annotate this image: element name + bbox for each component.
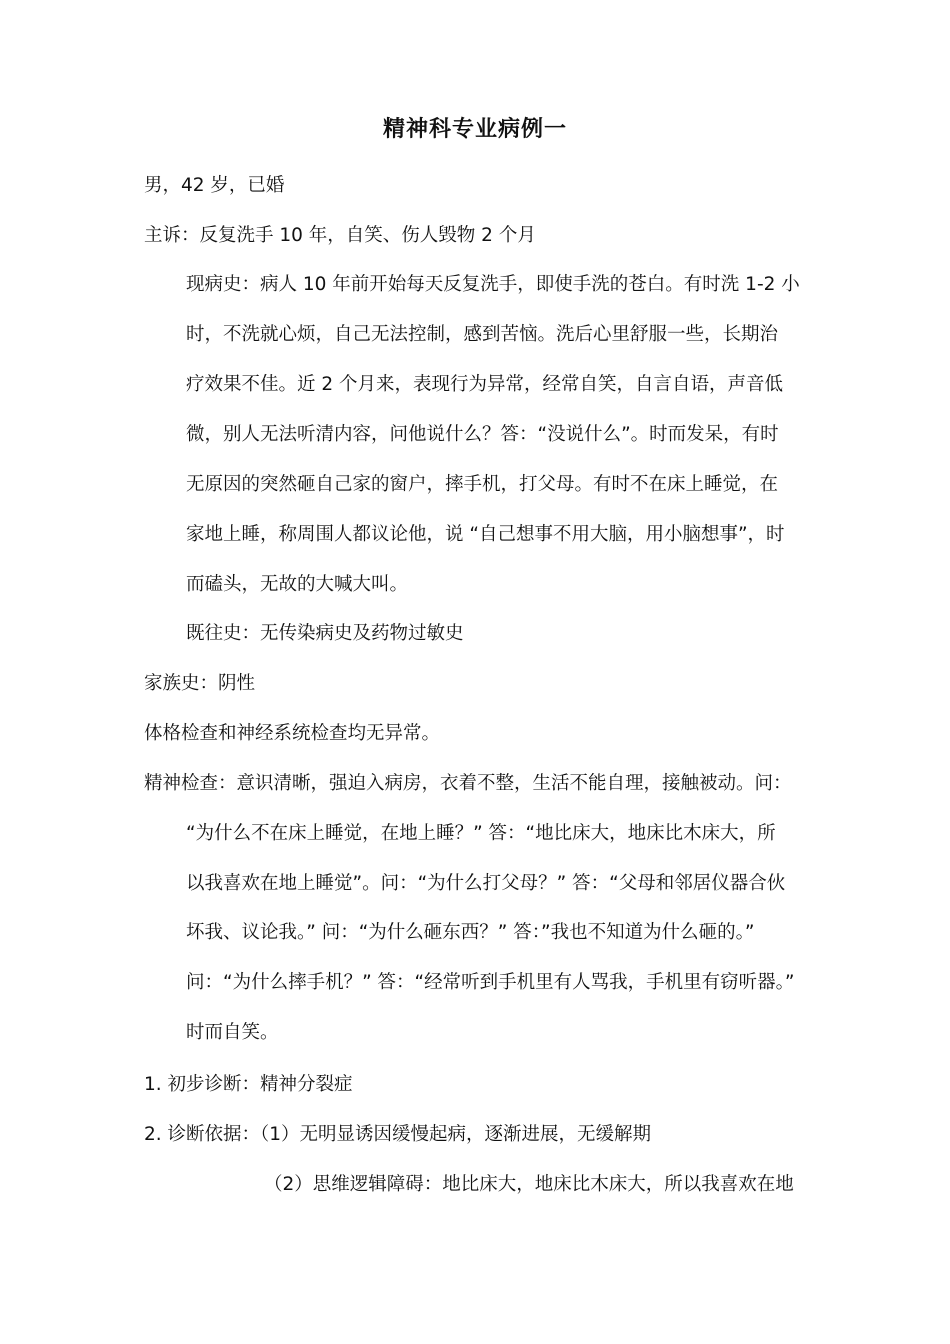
patient-info: 男，42 岁，已婚 bbox=[144, 175, 285, 196]
mental-exam-line: 坏我、议论我。” 问：“为什么砸东西？” 答：”我也不知道为什么砸的。” bbox=[186, 922, 755, 943]
mental-exam-line: 时而自笑。 bbox=[186, 1022, 279, 1043]
mental-exam-line: “为什么不在床上睡觉，在地上睡？” 答：“地比床大，地床比木床大，所 bbox=[186, 823, 776, 844]
present-history-line: 家地上睡，称周围人都议论他，说 “自己想事不用大脑，用小脑想事”，时 bbox=[186, 524, 785, 545]
present-history-line: 而磕头，无故的大喊大叫。 bbox=[186, 574, 409, 595]
mental-exam-line: 问：“为什么摔手机？” 答：“经常听到手机里有人骂我，手机里有窃听器。” bbox=[186, 972, 795, 993]
present-history-line: 时，不洗就心烦，自己无法控制，感到苦恼。洗后心里舒服一些，长期治 bbox=[186, 324, 779, 345]
present-history-line: 无原因的突然砸自己家的窗户，摔手机，打父母。有时不在床上睡觉，在 bbox=[186, 474, 779, 495]
present-history-line: 微，别人无法听清内容，问他说什么？答：“没说什么”。时而发呆，有时 bbox=[186, 424, 779, 445]
present-history-line: 现病史：病人 10 年前开始每天反复洗手，即使手洗的苍白。有时洗 1-2 小 bbox=[186, 274, 800, 295]
mental-exam-line: 以我喜欢在地上睡觉”。问：“为什么打父母？” 答：“父母和邻居仪器合伙 bbox=[186, 873, 786, 894]
present-history-line: 疗效果不佳。近 2 个月来，表现行为异常，经常自笑，自言自语，声音低 bbox=[186, 374, 784, 395]
diagnosis-basis-line: 2. 诊断依据：（1）无明显诱因缓慢起病，逐渐进展，无缓解期 bbox=[144, 1124, 652, 1145]
physical-exam: 体格检查和神经系统检查均无异常。 bbox=[144, 723, 441, 744]
family-history: 家族史：阴性 bbox=[144, 673, 256, 694]
past-history: 既往史：无传染病史及药物过敏史 bbox=[186, 623, 464, 644]
document-title: 精神科专业病例一 bbox=[382, 117, 567, 142]
preliminary-diagnosis: 1. 初步诊断：精神分裂症 bbox=[144, 1074, 353, 1095]
chief-complaint: 主诉：反复洗手 10 年，自笑、伤人毁物 2 个月 bbox=[144, 225, 536, 246]
diagnosis-basis-line: （2）思维逻辑障碍：地比床大，地床比木床大，所以我喜欢在地 bbox=[264, 1174, 794, 1195]
mental-exam-line: 精神检查：意识清晰，强迫入病房，衣着不整，生活不能自理，接触被动。问： bbox=[144, 773, 792, 794]
